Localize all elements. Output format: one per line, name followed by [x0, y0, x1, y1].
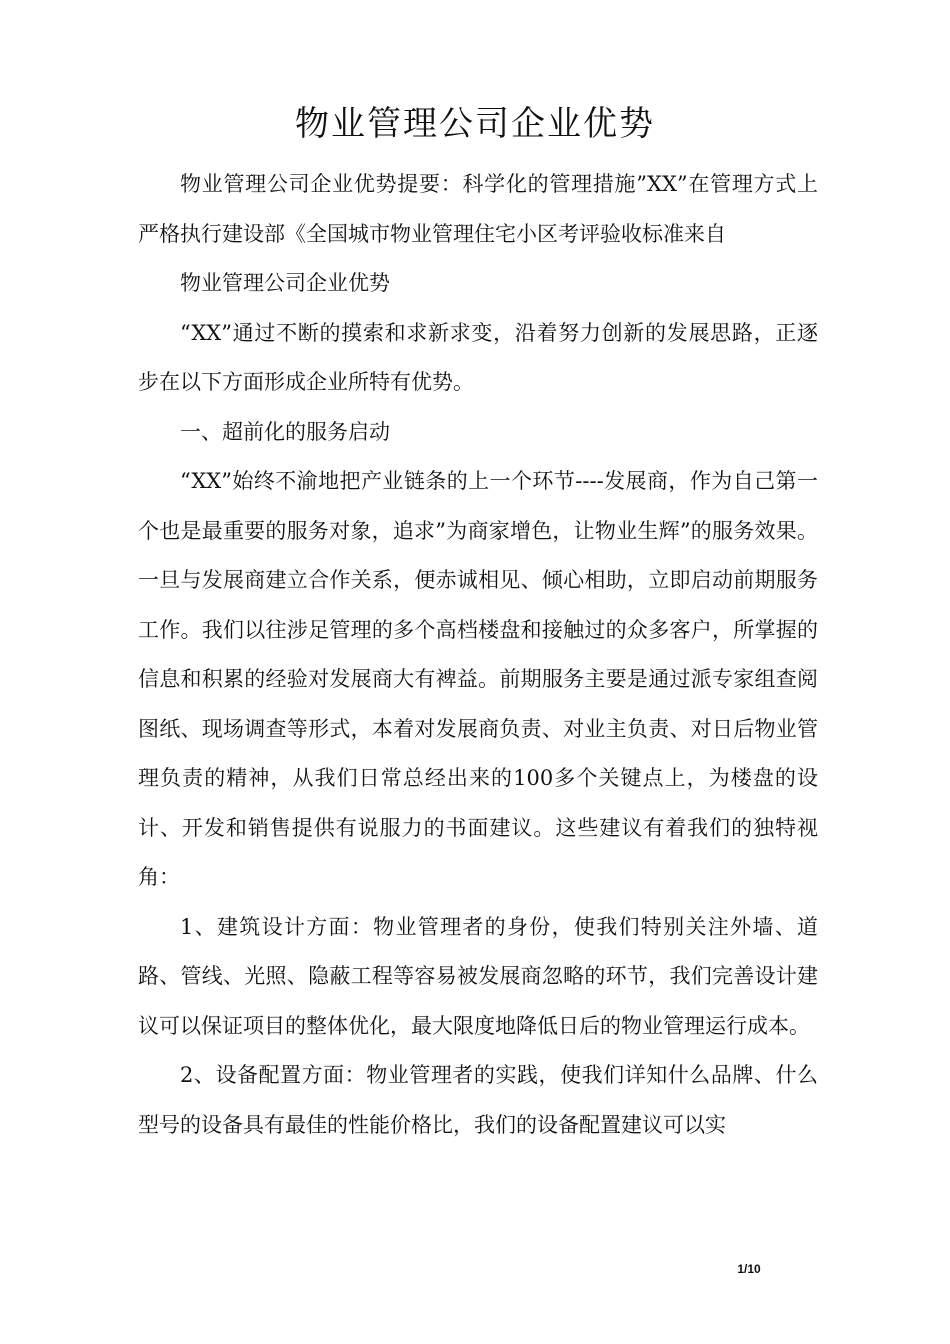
paragraph-summary: 物业管理公司企业优势提要：科学化的管理措施”XX”在管理方式上严格执行建设部《全国城市物业管理住宅小区考评验收标准来自	[138, 172, 818, 246]
paragraph-item-1: 1、建筑设计方面：物业管理者的身份，使我们特别关注外墙、道路、管线、光照、隐蔽工程等容易被发展商忽略的环节，我们完善设计建议可以保证项目的整体优化，最大限度地降低日后的物业管理运行成本。	[138, 914, 818, 1038]
paragraph-intro: “XX”通过不断的摸索和求新求变，沿着努力创新的发展思路，正逐步在以下方面形成企业所特有优势。	[138, 320, 818, 394]
page-number: 1/10	[737, 1262, 761, 1276]
document-body	[138, 160, 818, 1150]
paragraph-subtitle: 物业管理公司企业优势	[180, 271, 390, 295]
document-title: 物业管理公司企业优势	[295, 104, 655, 144]
paragraph-item-2: 2、设备配置方面：物业管理者的实践，使我们详知什么品牌、什么型号的设备具有最佳的性能价格比，我们的设备配置建议可以实	[138, 1063, 818, 1137]
section-heading-1: 一、超前化的服务启动	[180, 419, 390, 444]
paragraph-section-1: “XX”始终不渝地把产业链条的上一个环节----发展商，作为自己第一个也是最重要的服务对象，追求”为商家增色，让物业生辉”的服务效果。一旦与发展商建立合作关系，便赤诚相见、倾心相助，立即启动前期服务工作。我们以往涉足管理的多个高档楼盘和接触过的众多客户，所掌握的信息和积累的经验对发展商大有裨益。前期服务主要是通过派专家组查阅图纸、现场调查等形式，本着对发展商负责、对业主负责、对日后物业管理负责的精神，从我们日常总经出来的100多个关键点上，为楼盘的设计、开发和销售提供有说服力的书面建议。这些建议有着我们的独特视角：	[138, 469, 818, 889]
